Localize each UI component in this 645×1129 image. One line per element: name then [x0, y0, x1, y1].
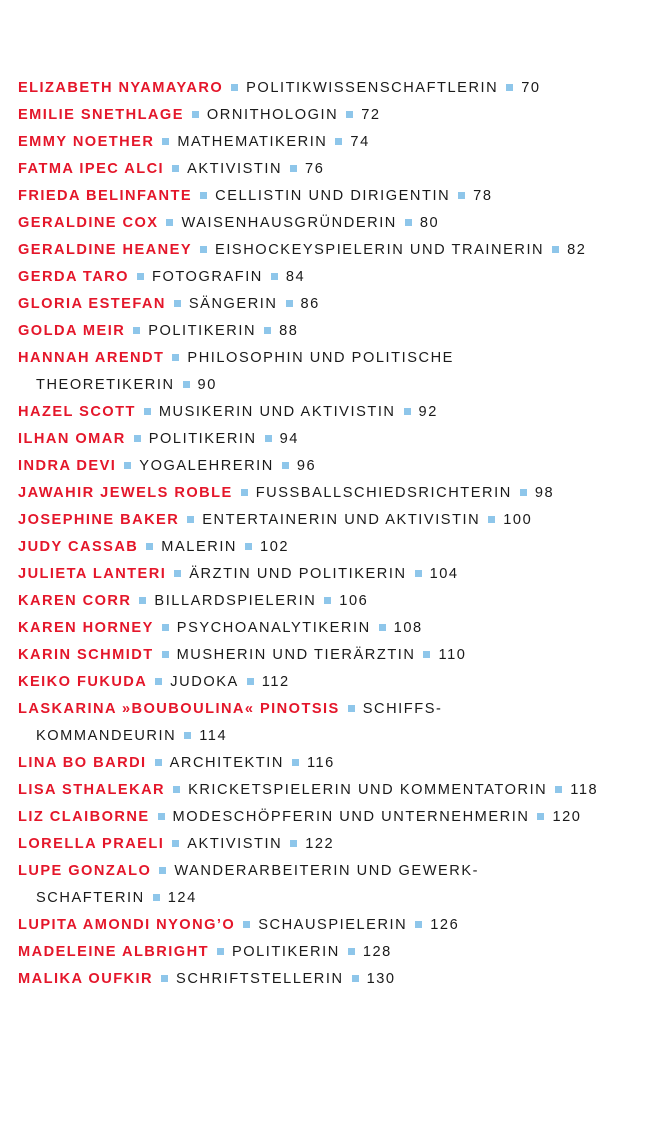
- square-bullet-icon: [405, 219, 412, 226]
- entry-role: CELLISTIN UND DIRIGENTIN: [215, 188, 451, 204]
- toc-entry: [18, 291, 633, 318]
- square-bullet-icon: [458, 192, 465, 199]
- entry-role: FUSSBALLSCHIEDSRICHTERIN: [255, 485, 512, 501]
- square-bullet-icon: [335, 138, 342, 145]
- entry-role: AKTIVISTIN: [187, 161, 283, 177]
- entry-role: JUDOKA: [170, 674, 239, 690]
- square-bullet-icon: [172, 354, 179, 361]
- toc-entry: [18, 264, 633, 291]
- square-bullet-icon: [348, 705, 355, 712]
- entry-role: WAISENHAUSGRÜNDERIN: [181, 215, 397, 231]
- entry-name: LINA BO BARDI: [18, 755, 147, 771]
- square-bullet-icon: [488, 516, 495, 523]
- square-bullet-icon: [159, 867, 166, 874]
- entry-name: FRIEDA BELINFANTE: [18, 188, 193, 204]
- toc-entry: [18, 345, 633, 399]
- square-bullet-icon: [166, 219, 173, 226]
- entry-role: ENTERTAINERIN UND AKTIVISTIN: [202, 512, 481, 528]
- entry-role: BILLARDSPIELERIN: [154, 593, 317, 609]
- square-bullet-icon: [162, 138, 169, 145]
- square-bullet-icon: [144, 408, 151, 415]
- toc-entry: [18, 75, 633, 102]
- entry-page-number: 106: [339, 593, 369, 609]
- entry-name: MALIKA OUFKIR: [18, 971, 154, 987]
- entry-name: JUDY CASSAB: [18, 539, 139, 555]
- entry-role: PHILOSOPHIN UND POLITISCHE: [187, 350, 454, 366]
- entry-page-number: 92: [418, 404, 438, 420]
- entry-page-number: 90: [197, 377, 217, 393]
- square-bullet-icon: [264, 327, 271, 334]
- entry-name: EMMY NOETHER: [18, 134, 155, 150]
- toc-entry: [18, 318, 633, 345]
- entry-page-number: 130: [366, 971, 396, 987]
- square-bullet-icon: [537, 813, 544, 820]
- toc-entry: [18, 642, 633, 669]
- toc-entry: [18, 156, 633, 183]
- toc-entry: [18, 696, 633, 750]
- entry-page-number: 120: [552, 809, 582, 825]
- square-bullet-icon: [124, 462, 131, 469]
- entry-page-number: 72: [361, 107, 381, 123]
- entry-name: LASKARINA »BOUBOULINA« PINOTSIS: [18, 701, 340, 717]
- square-bullet-icon: [265, 435, 272, 442]
- entry-page-number: 70: [521, 80, 541, 96]
- square-bullet-icon: [200, 192, 207, 199]
- square-bullet-icon: [245, 543, 252, 550]
- square-bullet-icon: [162, 624, 169, 631]
- entry-name: GERALDINE HEANEY: [18, 242, 193, 258]
- square-bullet-icon: [217, 948, 224, 955]
- entry-role: ARCHITEKTIN: [169, 755, 284, 771]
- entry-role: ORNITHOLOGIN: [206, 107, 339, 123]
- toc-entry: [18, 588, 633, 615]
- entry-role: AKTIVISTIN: [187, 836, 283, 852]
- square-bullet-icon: [555, 786, 562, 793]
- square-bullet-icon: [415, 921, 422, 928]
- toc-entry: [18, 129, 633, 156]
- square-bullet-icon: [161, 975, 168, 982]
- square-bullet-icon: [290, 840, 297, 847]
- square-bullet-icon: [271, 273, 278, 280]
- toc-entry: [18, 912, 633, 939]
- entry-name: KARIN SCHMIDT: [18, 647, 154, 663]
- entry-page-number: 124: [167, 890, 197, 906]
- square-bullet-icon: [415, 570, 422, 577]
- square-bullet-icon: [187, 516, 194, 523]
- entry-page-number: 86: [300, 296, 320, 312]
- entry-page-number: 112: [261, 674, 290, 690]
- entry-role: MUSHERIN UND TIERÄRZTIN: [176, 647, 416, 663]
- entry-role-continued: THEORETIKERIN: [36, 377, 175, 393]
- toc-entry: [18, 534, 633, 561]
- square-bullet-icon: [133, 327, 140, 334]
- entry-role-continued: SCHAFTERIN: [36, 890, 145, 906]
- square-bullet-icon: [172, 165, 179, 172]
- square-bullet-icon: [241, 489, 248, 496]
- entry-page-number: 118: [570, 782, 599, 798]
- square-bullet-icon: [247, 678, 254, 685]
- toc-entry: [18, 210, 633, 237]
- entry-role: EISHOCKEYSPIELERIN UND TRAINERIN: [215, 242, 545, 258]
- entry-role: MATHEMATIKERIN: [177, 134, 328, 150]
- entry-name: JOSEPHINE BAKER: [18, 512, 180, 528]
- entry-role: YOGALEHRERIN: [139, 458, 274, 474]
- square-bullet-icon: [200, 246, 207, 253]
- entry-name: INDRA DEVI: [18, 458, 117, 474]
- entry-role: FOTOGRAFIN: [151, 269, 263, 285]
- square-bullet-icon: [423, 651, 430, 658]
- entry-role: POLITIKWISSENSCHAFTLERIN: [246, 80, 499, 96]
- entry-page-number: 128: [362, 944, 392, 960]
- square-bullet-icon: [282, 462, 289, 469]
- toc-entry: [18, 426, 633, 453]
- square-bullet-icon: [153, 894, 160, 901]
- entry-name: LUPITA AMONDI NYONG’O: [18, 917, 236, 933]
- entry-name: EMILIE SNETHLAGE: [18, 107, 184, 123]
- entry-page-number: 94: [279, 431, 299, 447]
- entry-name: MADELEINE ALBRIGHT: [18, 944, 209, 960]
- square-bullet-icon: [174, 300, 181, 307]
- entry-page-number: 84: [285, 269, 306, 285]
- square-bullet-icon: [183, 381, 190, 388]
- entry-page-number: 100: [503, 512, 533, 528]
- entry-name: GLORIA ESTEFAN: [18, 296, 166, 312]
- entry-role: MALERIN: [161, 539, 238, 555]
- entry-name: ILHAN OMAR: [18, 431, 126, 447]
- square-bullet-icon: [346, 111, 353, 118]
- toc-entry: [18, 102, 633, 129]
- entry-page-number: 122: [305, 836, 335, 852]
- square-bullet-icon: [139, 597, 146, 604]
- entry-name: JULIETA LANTERI: [18, 566, 167, 582]
- entry-role-continued: KOMMANDEURIN: [36, 728, 177, 744]
- toc-entry: [18, 858, 633, 912]
- entry-page-number: 88: [279, 323, 299, 339]
- square-bullet-icon: [192, 111, 199, 118]
- entry-name: KEIKO FUKUDA: [18, 674, 148, 690]
- toc-entry: [18, 966, 633, 993]
- entry-role: SÄNGERIN: [188, 296, 278, 312]
- square-bullet-icon: [134, 435, 141, 442]
- square-bullet-icon: [155, 759, 162, 766]
- toc-entry: [18, 237, 633, 264]
- toc-entry: [18, 183, 633, 210]
- square-bullet-icon: [231, 84, 238, 91]
- entry-page-number: 114: [199, 728, 228, 744]
- entry-name: JAWAHIR JEWELS ROBLE: [18, 485, 233, 501]
- entry-page-number: 96: [296, 458, 317, 474]
- square-bullet-icon: [379, 624, 386, 631]
- entry-role: SCHRIFTSTELLERIN: [176, 971, 344, 987]
- entry-name: KAREN HORNEY: [18, 620, 154, 636]
- square-bullet-icon: [352, 975, 359, 982]
- entry-name: GERALDINE COX: [18, 215, 159, 231]
- entry-role: WANDERARBEITERIN UND GEWERK-: [174, 863, 480, 879]
- entry-name: ELIZABETH NYAMAYARO: [18, 80, 224, 96]
- toc-entry: [18, 831, 633, 858]
- entry-name: HAZEL SCOTT: [18, 404, 136, 420]
- entry-page-number: 98: [534, 485, 555, 501]
- entry-name: KAREN CORR: [18, 593, 132, 609]
- entry-role: POLITIKERIN: [148, 431, 257, 447]
- entry-name: LIZ CLAIBORNE: [18, 809, 150, 825]
- entry-name: GERDA TARO: [18, 269, 129, 285]
- square-bullet-icon: [173, 786, 180, 793]
- square-bullet-icon: [172, 840, 179, 847]
- square-bullet-icon: [243, 921, 250, 928]
- entry-page-number: 76: [305, 161, 325, 177]
- square-bullet-icon: [286, 300, 293, 307]
- entry-role: ÄRZTIN UND POLITIKERIN: [189, 566, 407, 582]
- square-bullet-icon: [137, 273, 144, 280]
- square-bullet-icon: [184, 732, 191, 739]
- entry-page-number: 104: [429, 566, 459, 582]
- entry-role: MODESCHÖPFERIN UND UNTERNEHMERIN: [172, 809, 530, 825]
- entry-page-number: 78: [473, 188, 493, 204]
- entry-role: SCHAUSPIELERIN: [258, 917, 408, 933]
- square-bullet-icon: [404, 408, 411, 415]
- entry-page-number: 126: [430, 917, 460, 933]
- entry-page-number: 82: [567, 242, 587, 258]
- square-bullet-icon: [292, 759, 299, 766]
- entry-page-number: 108: [393, 620, 423, 636]
- toc-entry: [18, 561, 633, 588]
- entry-name: HANNAH ARENDT: [18, 350, 165, 366]
- entry-page-number: 80: [419, 215, 440, 231]
- toc-entry: [18, 507, 633, 534]
- square-bullet-icon: [506, 84, 513, 91]
- entry-name: FATMA IPEC ALCI: [18, 161, 165, 177]
- square-bullet-icon: [146, 543, 153, 550]
- toc-entry: [18, 615, 633, 642]
- square-bullet-icon: [290, 165, 297, 172]
- square-bullet-icon: [174, 570, 181, 577]
- entry-role: POLITIKERIN: [231, 944, 340, 960]
- square-bullet-icon: [520, 489, 527, 496]
- table-of-contents: [18, 75, 633, 993]
- entry-page-number: 102: [260, 539, 290, 555]
- square-bullet-icon: [324, 597, 331, 604]
- square-bullet-icon: [158, 813, 165, 820]
- entry-role: PSYCHOANALYTIKERIN: [176, 620, 371, 636]
- entry-role: POLITIKERIN: [148, 323, 257, 339]
- entry-page-number: 116: [306, 755, 335, 771]
- square-bullet-icon: [348, 948, 355, 955]
- toc-entry: [18, 399, 633, 426]
- toc-entry: [18, 669, 633, 696]
- entry-name: LORELLA PRAELI: [18, 836, 165, 852]
- entry-page-number: 74: [350, 134, 370, 150]
- toc-entry: [18, 804, 633, 831]
- entry-role: MUSIKERIN UND AKTIVISTIN: [158, 404, 396, 420]
- square-bullet-icon: [552, 246, 559, 253]
- entry-role: KRICKETSPIELERIN UND KOMMENTATORIN: [188, 782, 548, 798]
- entry-name: LISA STHALEKAR: [18, 782, 166, 798]
- toc-entry: [18, 777, 633, 804]
- entry-page-number: 110: [438, 647, 467, 663]
- square-bullet-icon: [162, 651, 169, 658]
- square-bullet-icon: [155, 678, 162, 685]
- toc-entry: [18, 480, 633, 507]
- toc-entry: [18, 750, 633, 777]
- toc-entry: [18, 939, 633, 966]
- entry-role: SCHIFFS-: [362, 701, 443, 717]
- entry-name: GOLDA MEIR: [18, 323, 126, 339]
- entry-name: LUPE GONZALO: [18, 863, 152, 879]
- toc-entry: [18, 453, 633, 480]
